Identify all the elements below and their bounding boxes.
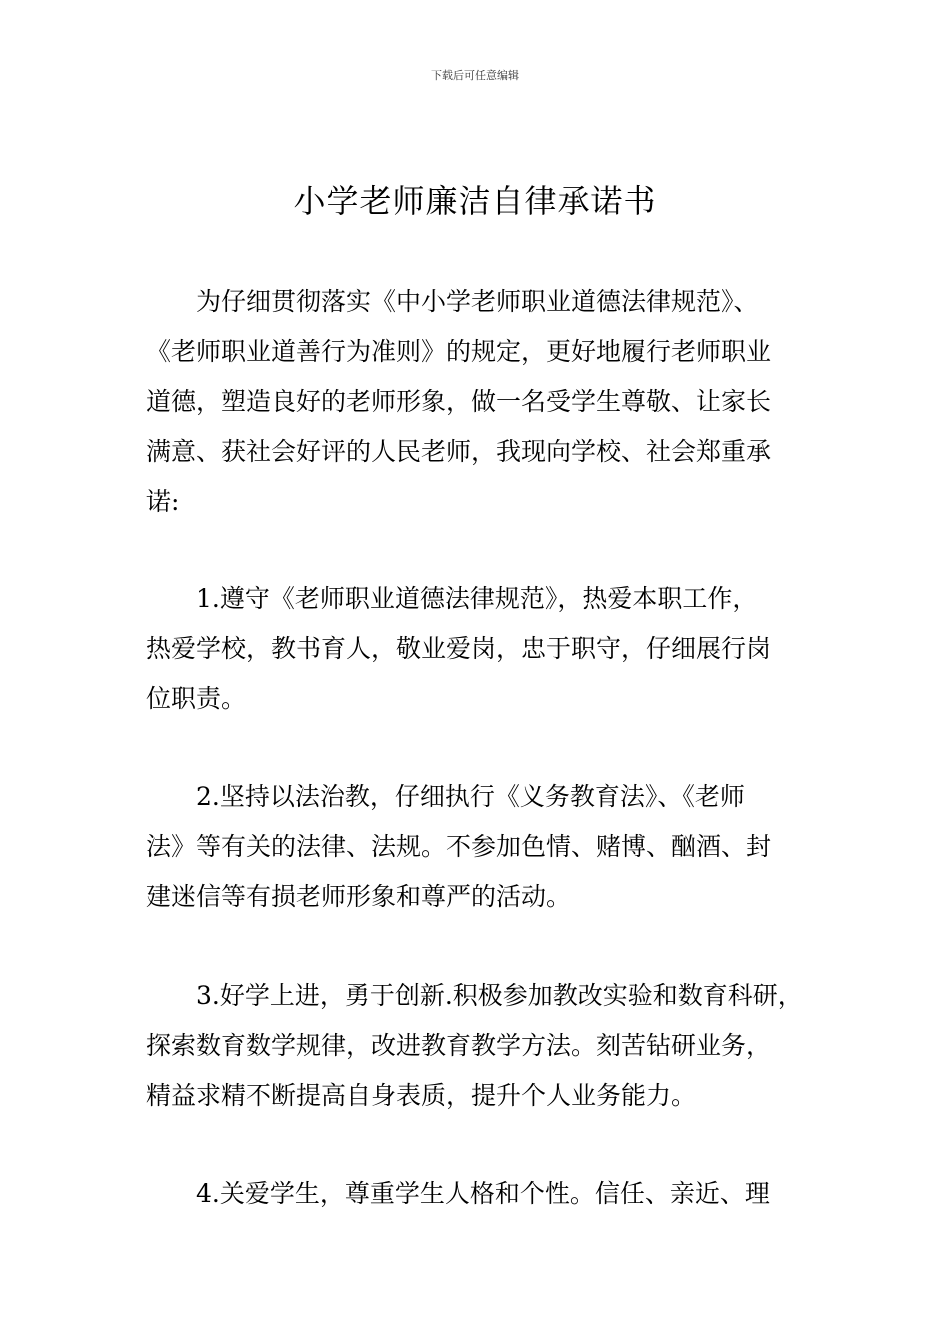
pledge-item-4 bbox=[146, 1169, 836, 1219]
paragraph-line: 探索数育数学规律，改进教育教学方法。刻苦钻研业务， bbox=[146, 1031, 772, 1060]
paragraph-line: 《老师职业道善行为准则》的规定，更好地履行老师职业 bbox=[146, 337, 772, 366]
paragraph-line: 诺: bbox=[146, 487, 180, 516]
pledge-item-3 bbox=[146, 971, 836, 1121]
paragraph-line: 4.关爱学生，尊重学生人格和个性。信任、亲近、理 bbox=[196, 1179, 770, 1208]
paragraph-line: 1.遵守《老师职业道德法律规范》，热爱本职工作， bbox=[196, 584, 758, 613]
document-title: 小学老师廉洁自律承诺书 bbox=[293, 182, 657, 220]
page-header-note: 下载后可任意编辑 bbox=[431, 69, 519, 82]
pledge-item-2 bbox=[146, 772, 836, 922]
paragraph-line: 为仔细贯彻落实《中小学老师职业道德法律规范》、 bbox=[196, 287, 759, 316]
paragraph-line: 满意、获社会好评的人民老师，我现向学校、社会郑重承 bbox=[146, 437, 772, 466]
paragraph-line: 3.好学上进，勇于创新.积极参加教改实验和数育科研， bbox=[196, 981, 803, 1010]
pledge-item-1 bbox=[146, 574, 836, 724]
intro-paragraph bbox=[146, 277, 836, 527]
paragraph-line: 2.坚持以法治教，仔细执行《义务教育法》、《老师 bbox=[196, 782, 745, 811]
paragraph-line: 位职责。 bbox=[146, 684, 247, 713]
paragraph-line: 热爱学校，教书育人，敬业爱岗，忠于职守，仔细展行岗 bbox=[146, 634, 772, 663]
paragraph-line: 道德，塑造良好的老师形象，做一名受学生尊敬、让家长 bbox=[146, 387, 772, 416]
paragraph-line: 建迷信等有损老师形象和尊严的活动。 bbox=[146, 882, 572, 911]
paragraph-line: 法》等有关的法律、法规。不参加色情、赌博、酗酒、封 bbox=[146, 832, 772, 861]
paragraph-line: 精益求精不断提高自身表质，提升个人业务能力。 bbox=[146, 1081, 697, 1110]
